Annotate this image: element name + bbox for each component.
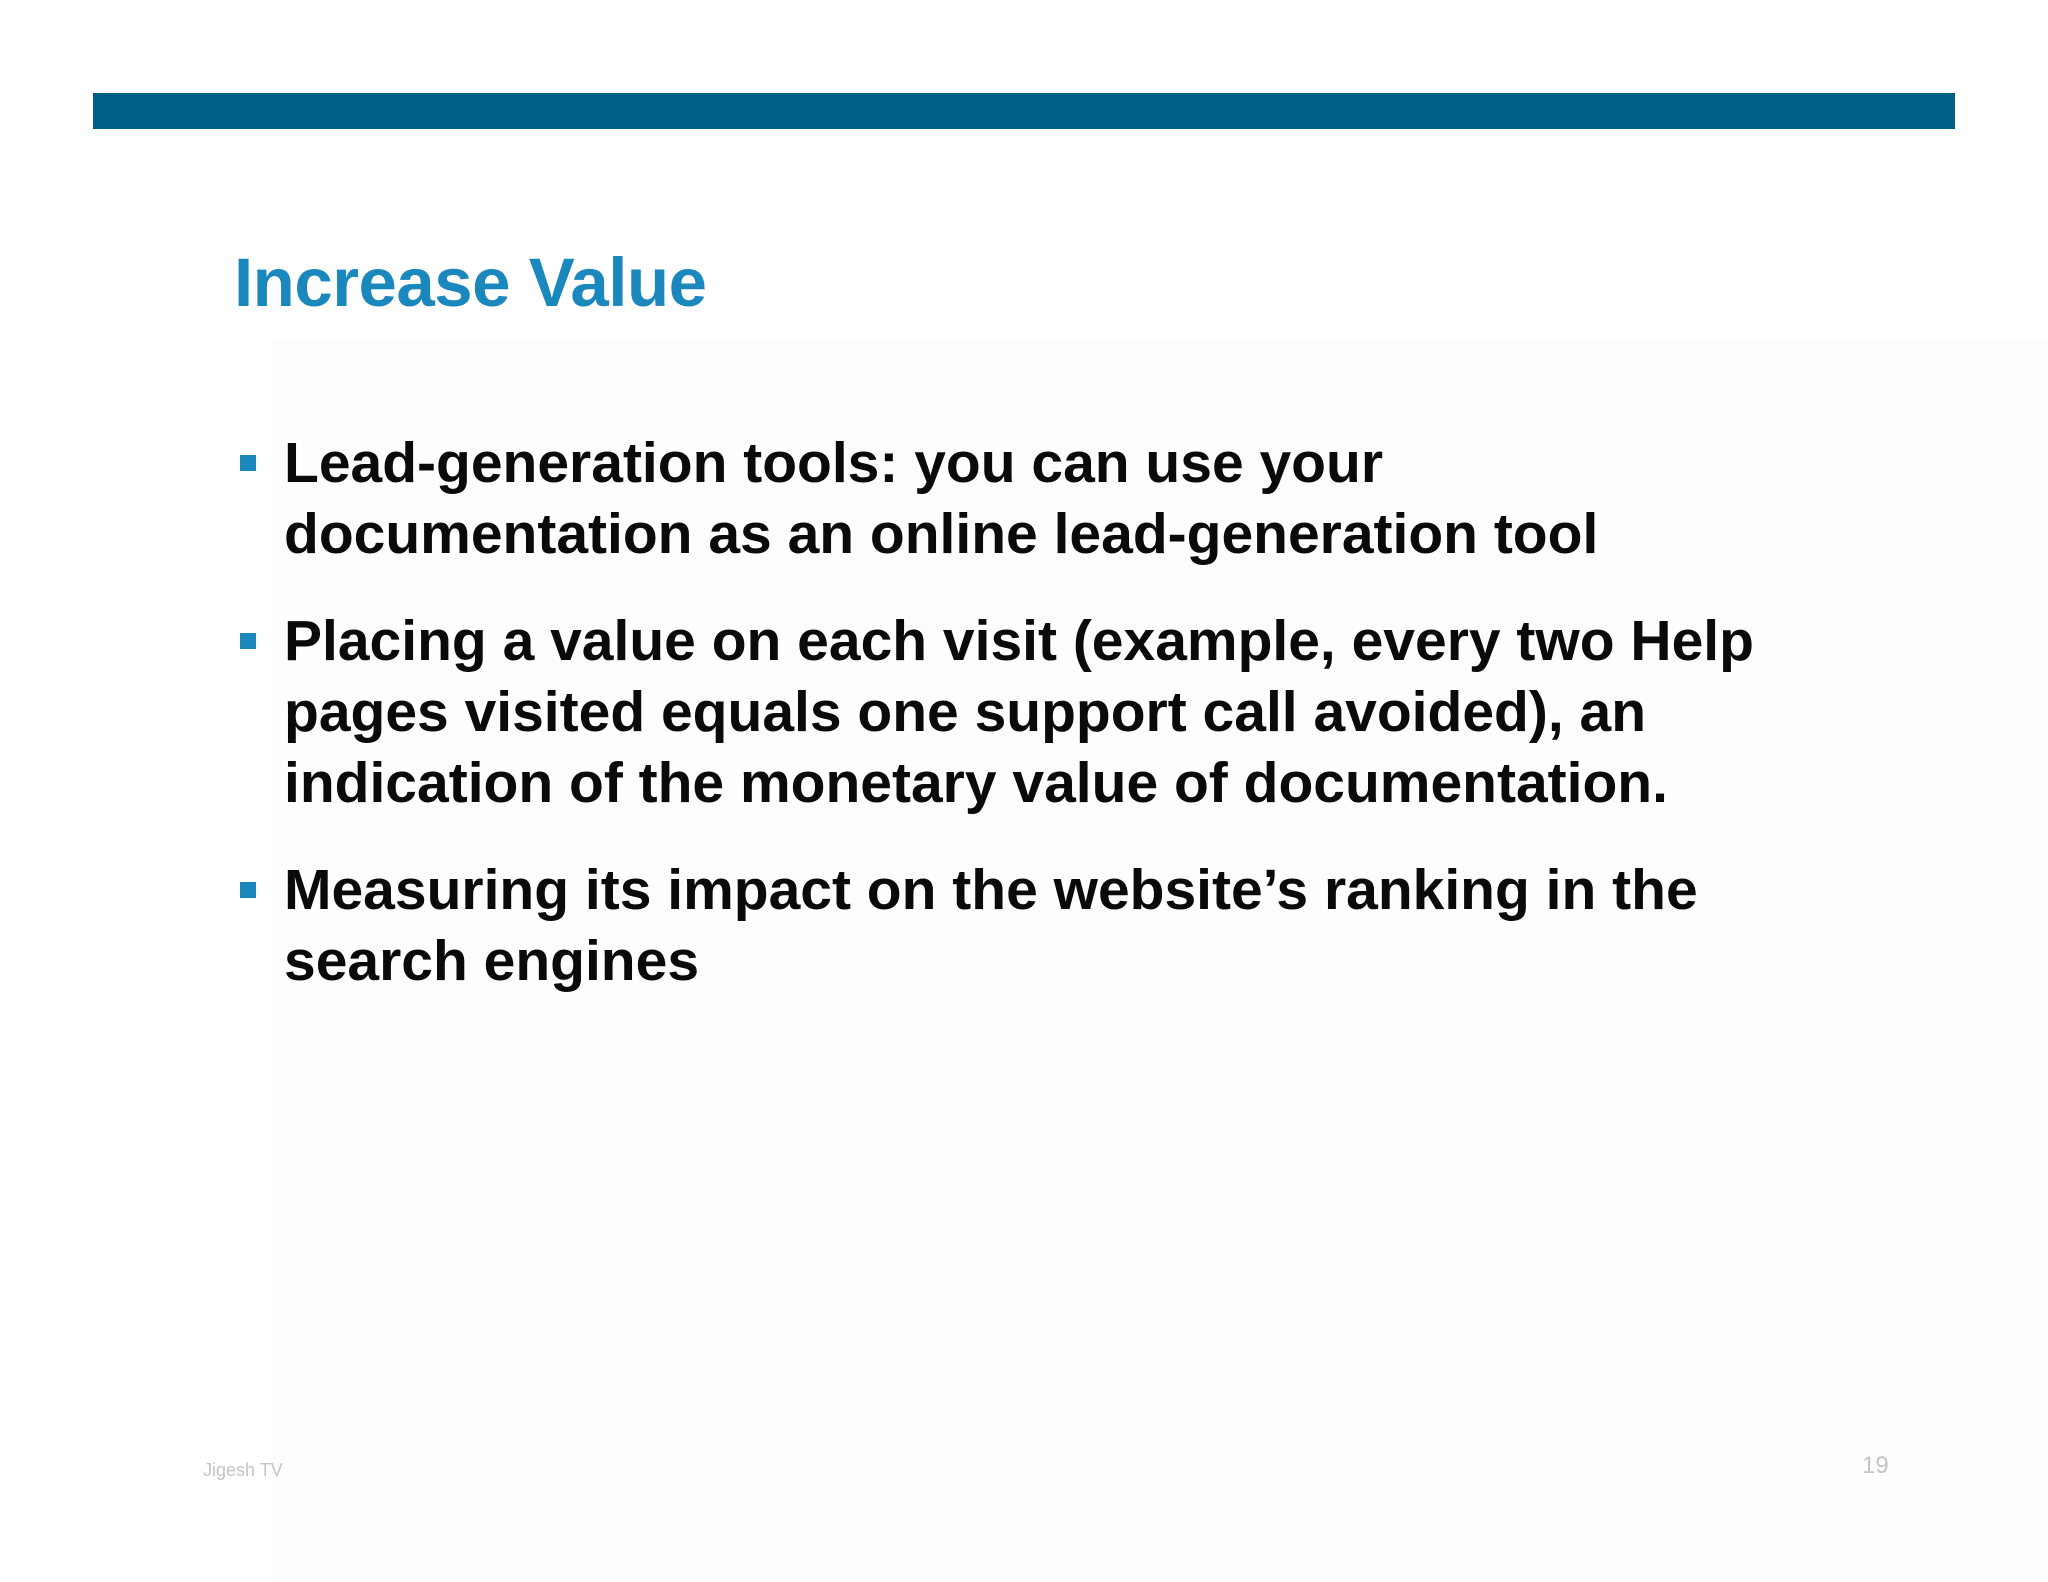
slide-title: Increase Value — [234, 244, 707, 321]
bullet-text: Placing a value on each visit (example, every two Help pages visited equals one support call avoided), an indication of the monetary value of documentation. — [284, 609, 1754, 815]
bullet-item — [238, 855, 1798, 997]
square-bullet-icon — [240, 633, 256, 649]
footer-author: Jigesh TV — [203, 1460, 283, 1480]
bullet-list — [238, 428, 1798, 1033]
bullet-item — [238, 606, 1798, 819]
square-bullet-icon — [240, 455, 256, 471]
square-bullet-icon — [240, 882, 256, 898]
header-bar — [93, 93, 1955, 129]
bullet-text: Measuring its impact on the website’s ranking in the search engines — [284, 858, 1698, 993]
bullet-item — [238, 428, 1798, 570]
bullet-text: Lead-generation tools: you can use your documentation as an online lead-generation tool — [284, 431, 1599, 566]
page-number: 19 — [1862, 1452, 1889, 1479]
